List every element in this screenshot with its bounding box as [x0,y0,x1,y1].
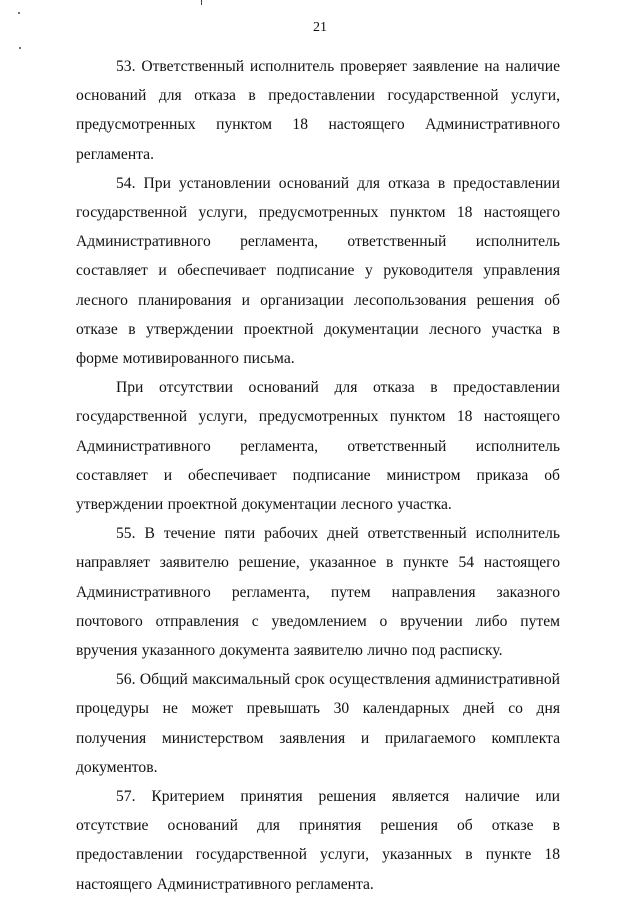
scan-speck [18,12,20,14]
scan-speck [201,0,202,5]
paragraph-54: 54. При установлении оснований для отказа в предоставлении государственной услуги, предусмотренных пунктом 18 настоящего Административного регламента, ответственный исполнитель составляет и обеспечивает подписание у руководителя управления лесного планирования и организации лесопользования решения об отказе в утверждении проектной документации лесного участка в форме мотивированного письма. [76,174,560,368]
scan-speck [19,47,21,49]
paragraph-57: 57. Критерием принятия решения является наличие или отсутствие оснований для принятия решения об отказе в предоставлении государственной услуги, указанных в пункте 18 настоящего Административного регламента. [76,788,560,893]
paragraph-54-continued: При отсутствии оснований для отказа в предоставлении государственной услуги, предусмотренных пунктом 18 настоящего Административного регламента, ответственный исполнитель составляет и обеспечивает подписание министром приказа об утверждении проектной документации лесного участка. [76,379,560,514]
paragraph-56: 56. Общий максимальный срок осуществления административной процедуры не может превышать 30 календарных дней со дня получения министерством заявления и прилагаемого комплекта документов. [76,671,560,776]
page-number: 21 [313,20,327,35]
paragraph-53: 53. Ответственный исполнитель проверяет заявление на наличие оснований для отказа в предоставлении государственной услуги, предусмотренных пунктом 18 настоящего Административного регламента. [76,58,560,163]
document-body [76,52,560,899]
paragraph-55: 55. В течение пяти рабочих дней ответственный исполнитель направляет заявителю решение, указанное в пункте 54 настоящего Административного регламента, путем направления заказного почтового отправления с уведомлением о вручении либо путем вручения указанного документа заявителю лично под расписку. [76,525,560,660]
